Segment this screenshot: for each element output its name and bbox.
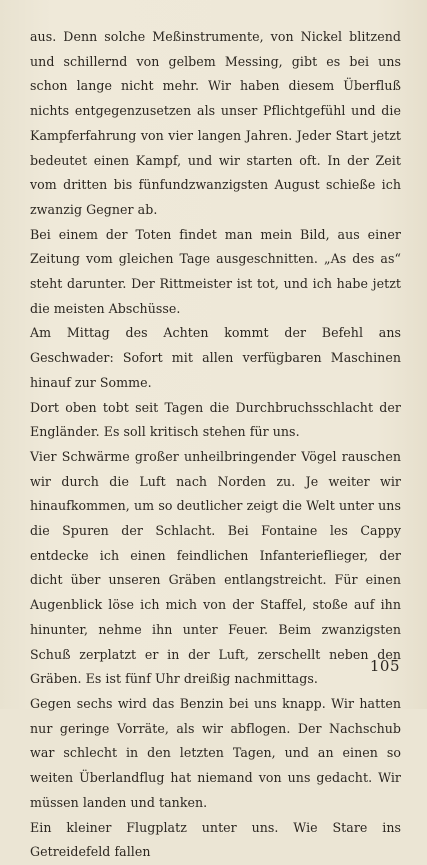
paragraph: Ein kleiner Flugplatz unter uns. Wie Stare ins Getreidefeld fallen — [30, 819, 401, 860]
page-number: 105 — [369, 657, 400, 675]
paragraph: Bei einem der Toten findet man mein Bild, aus einer Zeitung vom gleichen Tage ausgeschnitten. „As des as“ steht darunter. Der Rittmeister ist tot, und ich habe jetzt die meisten Abschüsse. — [30, 226, 401, 316]
paragraph: Dort oben tobt seit Tagen die Durchbruchsschlacht der Engländer. Es soll kritisch stehen für uns. — [30, 399, 401, 440]
paragraph: aus. Denn solche Meßinstrumente, von Nickel blitzend und schillernd von gelbem Messing, gibt es bei uns schon lange nicht mehr. Wir haben diesem Überfluß nichts entgegenzusetzen als unser Pflichtgefühl und die Kampferfahrung von vier langen Jahren. Jeder Start jetzt bedeutet einen Kampf, und wir starten oft. In der Zeit vom dritten bis fünfundzwanzigsten August schieße ich zwanzig Gegner ab. — [30, 29, 401, 217]
paragraph: Am Mittag des Achten kommt der Befehl ans Geschwader: Sofort mit allen verfügbaren Maschinen hinauf zur Somme. — [30, 325, 401, 390]
paragraph: Vier Schwärme großer unheilbringender Vögel rauschen wir durch die Luft nach Norden zu. Je weiter wir hinaufkommen, um so deutlicher zeigt die Welt unter uns die Spuren der Schlacht. Bei Fontaine les Cappy entdecke ich einen feindlichen Infanterieflieger, der dicht über unseren Gräben entlangstreicht. Für einen Augenblick löse ich mich von der Staffel, stoße auf ihn hinunter, nehme ihn unter Feuer. Beim zwanzigsten Schuß zerplatzt er in der Luft, zerschellt neben den Gräben. Es ist fünf Uhr dreißig nachmittags. — [30, 448, 401, 687]
paragraph: Gegen sechs wird das Benzin bei uns knapp. Wir hatten nur geringe Vorräte, als wir abflogen. Der Nachschub war schlecht in den letzten Tagen, und an einen so weiten Überlandflug hat niemand von uns gedacht. Wir müssen landen und tanken. — [30, 695, 401, 810]
body-text — [30, 25, 401, 865]
